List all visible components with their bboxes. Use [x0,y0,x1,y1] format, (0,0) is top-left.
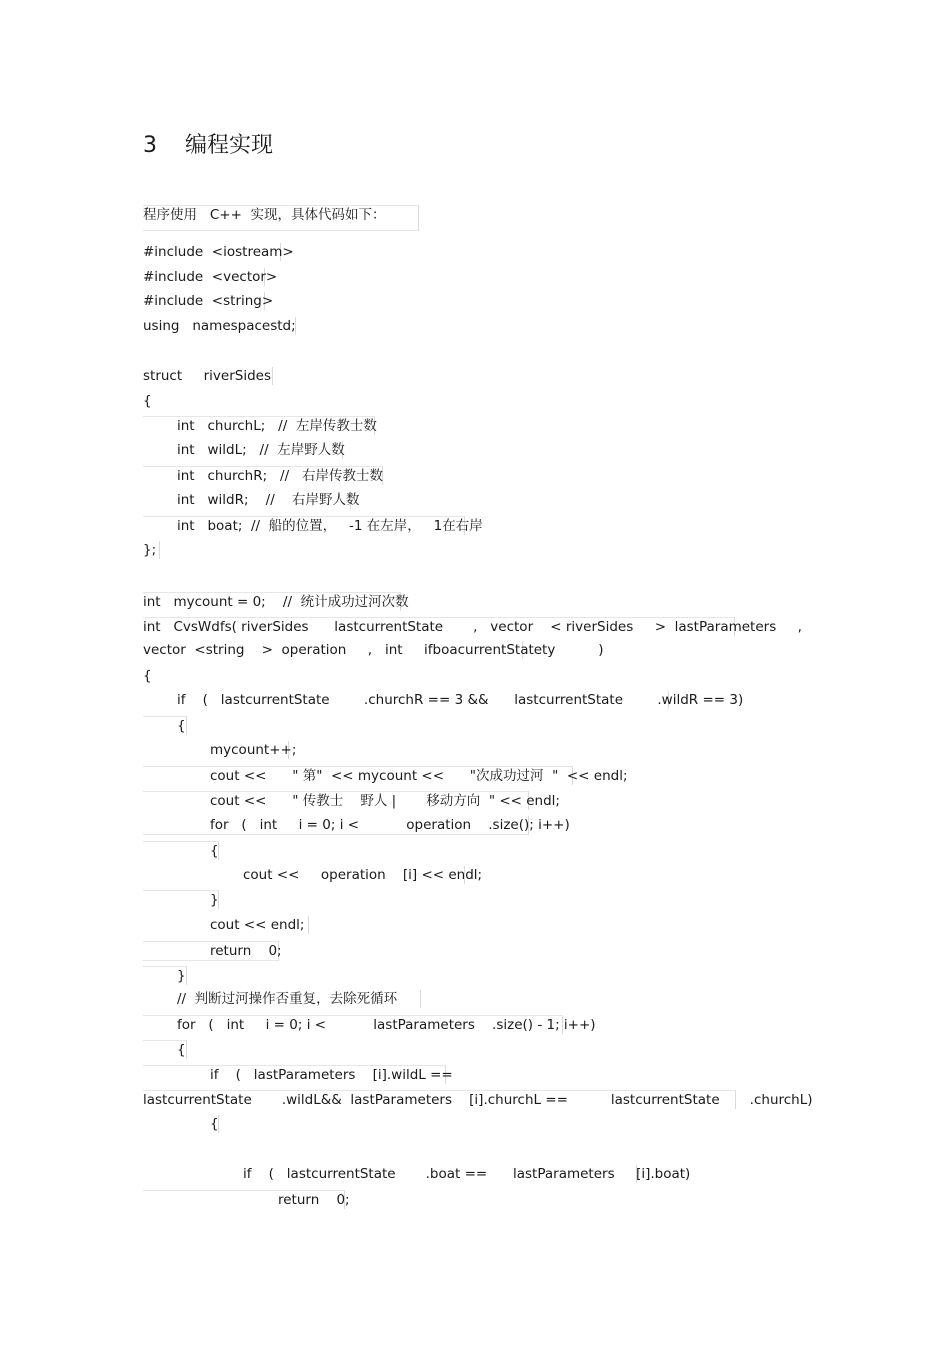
code-line: cout << endl; [143,916,309,934]
code-line: vector <string > operation , int ifboacurrentStatety ) [143,642,604,658]
code-line: int wildR; // 右岸野人数 [143,491,351,509]
code-line: int wildL; // 左岸野人数 [143,441,343,459]
code-line: int boat; // 船的位置， -1 在左岸， 1在右岸 [143,516,465,535]
code-line: int churchR; // 右岸传教士数 [143,466,383,485]
code-line: { [143,668,152,684]
code-line: { [143,716,187,735]
code-line: { [143,393,152,409]
code-line: cout << " 传教士 野人 | 移动方向 " << endl; [143,791,529,810]
code-line: cout << " 第" << mycount << "次成功过河 " << endl; [143,766,573,785]
code-line: struct riverSides [143,367,273,385]
code-line: { [143,1115,219,1133]
code-line: cout << operation [i] << endl; [143,866,465,884]
code-line: if ( lastcurrentState .churchR == 3 && lastcurrentState .wildR == 3) [143,691,669,709]
code-line: if ( lastcurrentState .boat == lastParameters [i].boat) [143,1165,637,1183]
code-line: }; [143,541,160,559]
intro-paragraph: 程序使用 C++ 实现，具体代码如下： [143,205,419,231]
code-line: #include <iostream> [143,244,294,260]
code-line: #include <string> [143,293,274,309]
code-line: #include <vector> [143,269,278,285]
code-line: int mycount = 0; // 统计成功过河次数 [143,594,409,610]
code-line: int churchL; // 左岸传教士数 [143,416,375,435]
code-line: // 判断过河操作否重复，去除死循环 [143,990,421,1008]
code-line: mycount++; [143,741,289,759]
code-line: { [143,841,219,860]
code-line: using namespacestd; [143,318,296,334]
code-line: for ( int i = 0; i < operation .size(); i++) [143,816,529,835]
code-line: for ( int i = 0; i < lastParameters .size() - 1; i++) [143,1015,563,1034]
section-heading: 3 编程实现 [143,133,273,158]
code-line: return 0; [143,941,279,961]
code-line: if ( lastParameters [i].wildL == [143,1065,446,1084]
code-line: } [143,966,187,985]
code-line: int CvsWdfs( riverSides lastcurrentState , vector < riverSides > lastParameters , [143,619,802,635]
code-line: lastcurrentState .wildL&& lastParameters [i].churchL == lastcurrentState .churchL) [143,1092,813,1108]
code-line: { [143,1040,187,1059]
code-line: return 0; [143,1190,345,1209]
code-line: } [143,890,219,909]
